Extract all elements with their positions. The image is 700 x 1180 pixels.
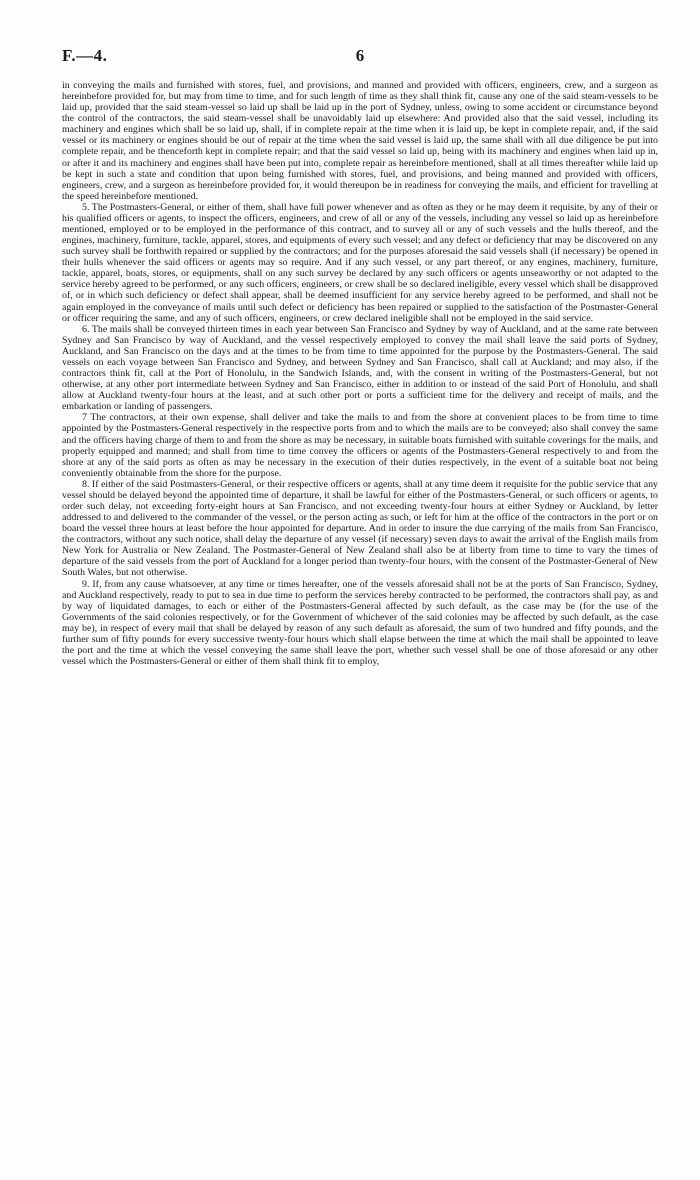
paragraph-continuation: in conveying the mails and furnished with stores, fuel, and provisions, and manned and provided with officers, engineers, crew, and a surgeon as hereinbefore provided for, but may from time to time, and for such length of time as they shall think fit, cause any one of the said steam-vessels to be laid up, provided that the said steam-vessel so laid up shall be laid up in the port of Sydney, unless, owing to some accident or circumstance beyond the control of the contractors, the said steam-vessel shall be unavoidably laid up elsewhere: And provided also that the said vessel, including its machinery and engines which shall be so laid up, shall, if in complete repair at the time when it is laid up, be kept in complete repair, and, if the said vessel or its machinery or engines should be out of repair at the time when the said vessel is laid up, the same shall with all due diligence be put into complete repair, and be thenceforth kept in complete repair; and that the said vessel so laid up, being with its machinery and engines when laid up in, or after it and its machinery and engines shall have been put into, complete repair as hereinbefore mentioned, shall at all times thereafter while laid up be kept in such a state and condition that upon being furnished with stores, fuel, and provisions, and being manned and provided with officers, engineers, crew, and a surgeon as hereinbefore provided for, it would thereupon be in readiness for conveying the mails, and efficient for travelling at the speed hereinbefore mentioned.	[62, 80, 658, 202]
document-reference: F.—4.	[62, 46, 108, 65]
page-header	[62, 46, 658, 68]
document-body	[62, 80, 658, 667]
page-number: 6	[355, 46, 365, 65]
clause-6: 6. The mails shall be conveyed thirteen times in each year between San Francisco and Sydney by way of Auckland, and at the same rate between Sydney and San Francisco by way of Auckland, and the vessel respectively employed to convey the mail shall leave the said ports of Sydney, Auckland, and San Francisco on the days and at the times to be from time to time appointed for the purpose by the Postmasters-General. The said vessels on each voyage between San Francisco and Sydney, and between Sydney and San Francisco, shall call at Auckland; and may also, if the contractors think fit, call at the Port of Honolulu, in the Sandwich Islands, and, with the consent in writing of the Postmasters-General, but not otherwise, at any other port intermediate between Sydney and San Francisco, either in addition to or instead of the said Port of Honolulu, and shall allow at Auckland twenty-four hours at the least, and at such other port or ports a sufficient time for the delivery and receipt of mails, and the embarkation or landing of passengers.	[62, 323, 658, 413]
clause-9: 9. If, from any cause whatsoever, at any time or times hereafter, one of the vessels aforesaid shall not be at the ports of San Francisco, Sydney, and Auckland respectively, ready to put to sea in due time to perform the services hereby contracted to be performed, the contractors shall pay, as and by way of liquidated damages, to each or either of the Postmasters-General affected by such default, as the case may be (for the use of the Governments of the said colonies respectively, or for the Government of whichever of the said colonies may be affected by such default, as the case may be), in respect of every mail that shall be delayed by reason of any such default as aforesaid, the sum of two hundred and fifty pounds, and the further sum of fifty pounds for every successive twenty-four hours which shall elapse between the time at which the mail shall be appointed to leave the port and the time at which the vessel conveying the same shall leave the port, whether such vessel shall be one of those aforesaid or any other vessel which the Postmasters-General or either of them shall think fit to employ,	[62, 578, 658, 668]
clause-7: 7 The contractors, at their own expense, shall deliver and take the mails to and from the shore at convenient places to be from time to time appointed by the Postmasters-General respectively in the respective ports from and to which the mails are to be conveyed; also shall convey the same and the officers having charge of them to and from the shore as may be necessary, in suitable boats furnished with suitable coverings for the mails, and properly equipped and manned; and shall from time to time convey the officers or agents of the Postmasters-General respectively to and from the shore at any of the said ports as often as may be necessary in the execution of their duties respectively, in the event of a suitable boat not being conveniently obtainable from the shore for the purpose.	[62, 412, 658, 479]
clause-5: 5. The Postmasters-General, or either of them, shall have full power whenever and as often as they or he may deem it requisite, by any of their or his qualified officers or agents, to inspect the officers, engineers, and crew of all or any of the vessels, including any vessel so laid up as hereinbefore mentioned, employed or to be employed in the performance of this contract, and to survey all or any of such vessels and the hulls thereof, and the engines, machinery, furniture, tackle, apparel, stores, and equipments of every such vessel; and any defect or deficiency that may be discovered on any such survey shall be forthwith repaired or supplied by the contractors; and for the purposes aforesaid the said vessels shall (if necessary) be opened in their hulls whenever the said officers or agents may so require. And if any such vessel, or any part thereof, or any engines, machinery, furniture, tackle, apparel, boats, stores, or equipments, shall on any such survey be declared by any such officers or agents unseaworthy or not adapted to the service hereby agreed to be performed, or any such officers, engineers, or crew shall be so declared ineligible, every vessel which shall be disapproved of, or in which such deficiency or defect shall appear, shall be deemed insufficient for any service hereby agreed to be performed, and shall not be again employed in the conveyance of mails until such defect or deficiency has been repaired or supplied to the satisfaction of the Postmaster-General or officer requiring the same, and any of such officers, engineers, or crew declared ineligible shall not be employed in the said service.	[62, 201, 658, 324]
clause-8: 8. If either of the said Postmasters-General, or their respective officers or agents, shall at any time deem it requisite for the public service that any vessel should be delayed beyond the appointed time of departure, it shall be lawful for either of the Postmasters-General, or such officers or agents, to order such delay, not exceeding forty-eight hours at San Francisco, and not exceeding twenty-four hours at either Sydney or Auckland, by letter addressed to and delivered to the commander of the vessel, or the person acting as such, or left for him at the office of the contractors in the port or on board the vessel three hours at least before the hour appointed for departure. And in order to insure the due carrying of the mails from San Francisco, the contractors, without any such notice, shall delay the departure of any vessel (if necessary) seven days to await the arrival of the English mails from New York for Australia or New Zealand. The Postmaster-General of New Zealand shall also be at liberty from time to time to vary the times of departure of the said vessels from the port of Auckland for a longer period than twenty-four hours, with the consent of the Postmaster-General of New South Wales, but not otherwise.	[62, 478, 658, 579]
